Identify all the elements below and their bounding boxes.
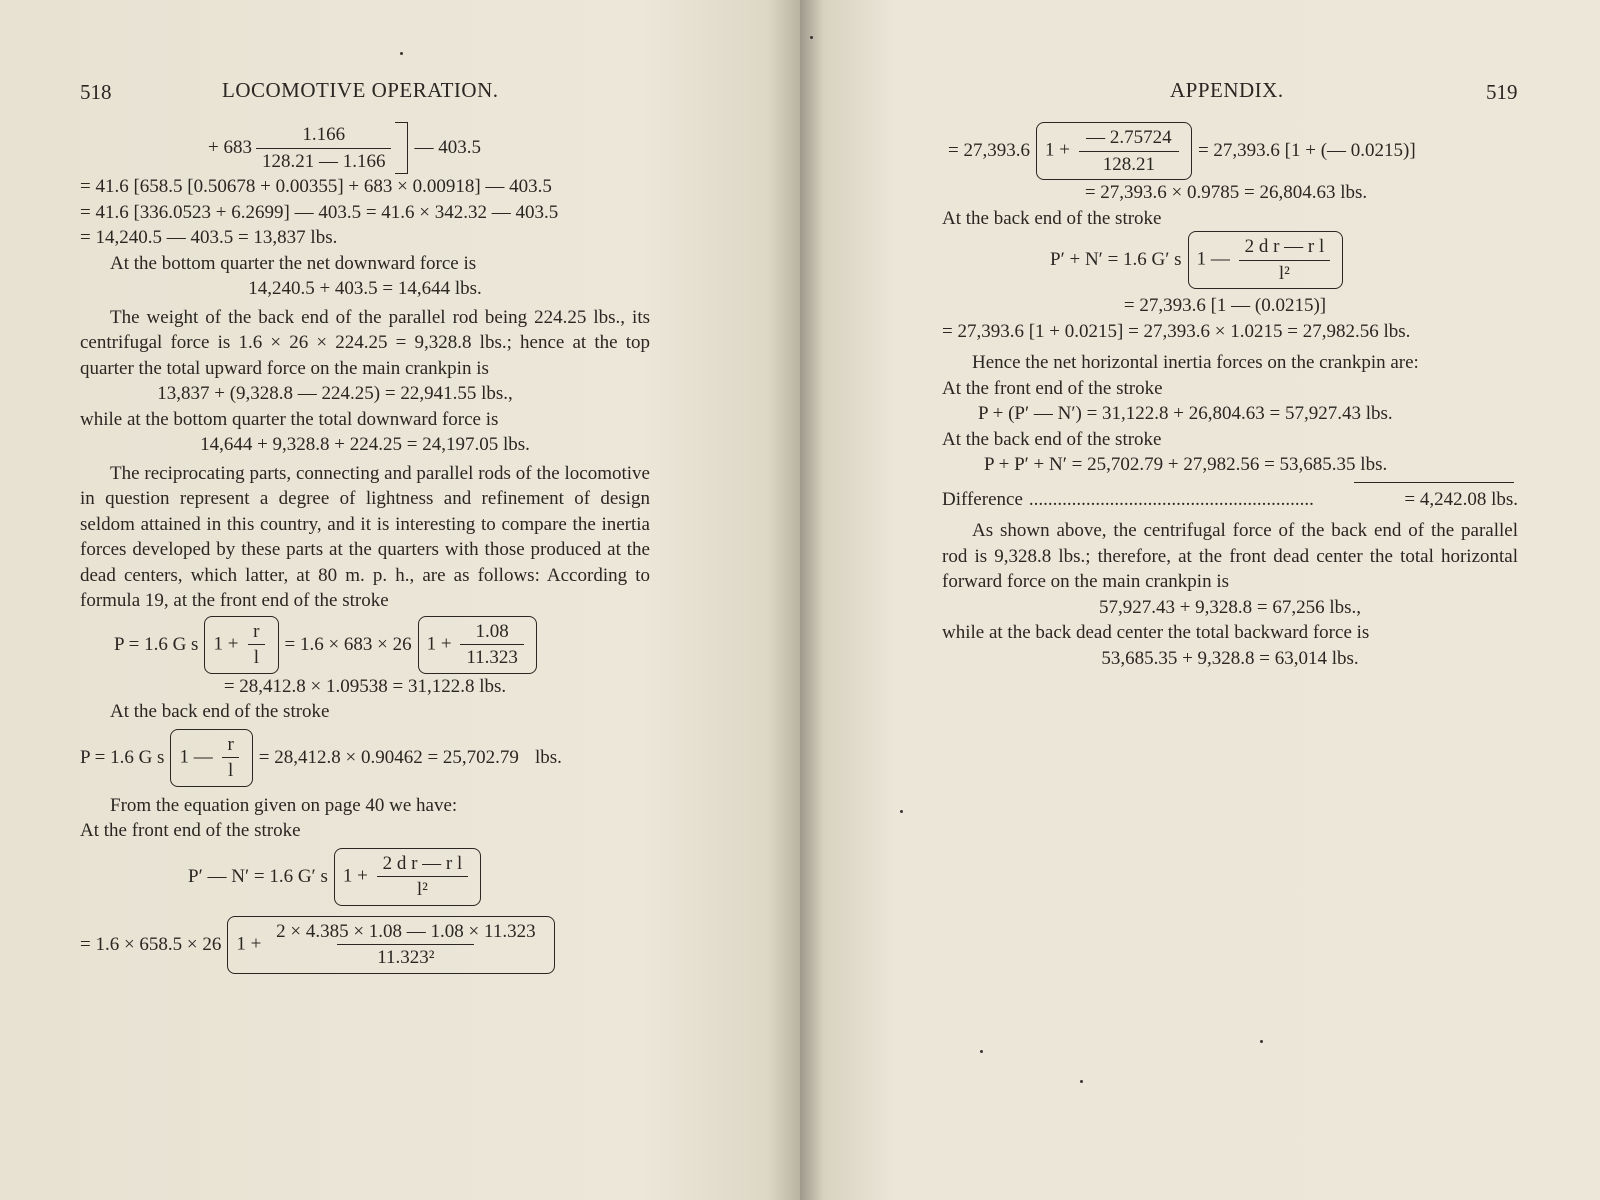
print-speck: [400, 52, 403, 55]
paragraph: At the back end of the stroke: [942, 428, 1162, 450]
fraction: $\frac{1.166}{128.21 — 1.166}$: [256, 122, 392, 174]
equation-r2: P′ + N′ = 1.6 G′ s 1 — $\frac{\text{2 d r — r l}}{\text{l²}}$: [1050, 231, 1518, 289]
equation-pn-front-values: = 1.6 × 658.5 × 26 1 + $\frac{2 \times 4.385 \times 1.08 — 1.08 \times 11.323}{\text{11.323²}}$: [80, 916, 650, 974]
paragraph: As shown above, the centrifugal force of the back end of the parallel rod is 9,328.8 lbs.; therefore, at the front dead center the total horizontal forward force on the main crankpin is: [942, 520, 1518, 592]
equation-top: + 683 $\frac{1.166}{128.21 — 1.166}$ — 403.5: [208, 122, 650, 174]
sum-rule: [1354, 482, 1514, 483]
equation-line: 14,240.5 + 403.5 = 14,644 lbs.: [248, 278, 482, 299]
equation-line: = 41.6 [658.5 [0.50678 + 0.00355] + 683 × 0.00918] — 403.5: [80, 176, 552, 197]
equation-line: 57,927.43 + 9,328.8 = 67,256 lbs.,: [1098, 596, 1362, 618]
equation-r1: = 27,393.6 1 + $\frac{— 2.75724}{128.21}$ = 27,393.6 [1 + (— 0.0215)]: [948, 122, 1518, 180]
bracket: 1 + $\frac{2 \times 4.385 \times 1.08 — 1.08 \times 11.323}{\text{11.323²}}$: [227, 916, 554, 974]
print-speck: [900, 810, 903, 813]
equation-line: = 28,412.8 × 1.09538 = 31,122.8 lbs.: [223, 675, 507, 697]
running-head: LOCOMOTIVE OPERATION.: [222, 78, 499, 102]
equation-line: P + (P′ — N′) = 31,122.8 + 26,804.63 = 57,927.43 lbs.: [978, 403, 1393, 424]
difference-row: Difference ............................................................ = 4,242.08 lbs.: [942, 488, 1518, 510]
paragraph: From the equation given on page 40 we have:: [110, 794, 458, 816]
print-speck: [810, 36, 813, 39]
right-page: [800, 0, 1600, 1200]
paragraph: At the back end of the stroke: [110, 701, 330, 722]
equation-line: P + P′ + N′ = 25,702.79 + 27,982.56 = 53,685.35 lbs.: [984, 454, 1388, 475]
bracket: 1 + $\frac{1.08}{11.323}$: [418, 616, 537, 674]
equation-line: 13,837 + (9,328.8 — 224.25) = 22,941.55 lbs.,: [157, 383, 513, 404]
print-speck: [1080, 1080, 1083, 1083]
bracket: 1 + $\frac{r}{l}$: [204, 616, 278, 674]
equation-line: = 41.6 [336.0523 + 6.2699] — 403.5 = 41.6 × 342.32 — 403.5: [80, 201, 559, 223]
paragraph: while at the bottom quarter the total downward force is: [80, 408, 499, 430]
running-head: APPENDIX.: [1170, 78, 1284, 102]
print-speck: [980, 1050, 983, 1053]
bracket: 1 + $\frac{— 2.75724}{128.21}$: [1036, 122, 1192, 180]
equation-line: = 27,393.6 × 0.9785 = 26,804.63 lbs.: [1084, 182, 1368, 203]
paragraph: At the front end of the stroke: [80, 820, 301, 841]
equation-p-back: P = 1.6 G s 1 — $\frac{r}{l}$ = 28,412.8 × 0.90462 = 25,702.79 lbs.: [80, 729, 650, 787]
equation-line: 14,644 + 9,328.8 + 224.25 = 24,197.05 lbs.: [200, 434, 530, 455]
left-page-body: [80, 122, 650, 974]
bracket: [395, 122, 408, 174]
paragraph: At the front end of the stroke: [942, 377, 1163, 399]
paragraph: Hence the net horizontal inertia forces on the crankpin are:: [972, 352, 1419, 373]
equation-line: = 27,393.6 [1 — (0.0215)]: [1123, 295, 1327, 316]
page-number: 519: [1486, 80, 1518, 104]
bracket: 1 — $\frac{\text{2 d r — r l}}{\text{l²}}$: [1188, 231, 1344, 289]
equation-p-front: P = 1.6 G s 1 + $\frac{r}{l}$ = 1.6 × 683 × 26 1 + $\frac{1.08}{11.323}$: [114, 616, 650, 674]
paragraph: At the bottom quarter the net downward force is: [110, 252, 477, 274]
bracket: 1 + $\frac{\text{2 d r — r l}}{\text{l²}}$: [334, 848, 481, 906]
equation-line: 53,685.35 + 9,328.8 = 63,014 lbs.: [1101, 647, 1359, 669]
bracket: 1 — $\frac{r}{l}$: [170, 729, 252, 787]
equation-pn-front: P′ — N′ = 1.6 G′ s 1 + $\frac{\text{2 d r — r l}}{\text{l²}}$: [188, 848, 650, 906]
equation-line: = 27,393.6 [1 + 0.0215] = 27,393.6 × 1.0215 = 27,982.56 lbs.: [942, 320, 1411, 342]
paragraph: The reciprocating parts, connecting and parallel rods of the locomotive in question represent a degree of lightness and refinement of design seldom attained in this country, and it is interesting to compare the inertia forces developed by these parts at the quarters with those produced at the dead centers, which latter, at 80 m. p. h., are as follows: According to formula 19, at the front end of the stroke: [80, 462, 650, 611]
right-page-body: [942, 122, 1518, 671]
equation-line: = 14,240.5 — 403.5 = 13,837 lbs.: [80, 227, 338, 248]
print-speck: [1260, 1040, 1263, 1043]
page-number: 518: [80, 80, 112, 104]
paragraph: The weight of the back end of the parallel rod being 224.25 lbs., its centrifugal force is 1.6 × 26 × 224.25 = 9,328.8 lbs.; hence at the top quarter the total upward force on the main crankpin is: [80, 306, 650, 379]
paragraph: At the back end of the stroke: [942, 207, 1162, 229]
paragraph: while at the back dead center the total backward force is: [942, 622, 1370, 643]
